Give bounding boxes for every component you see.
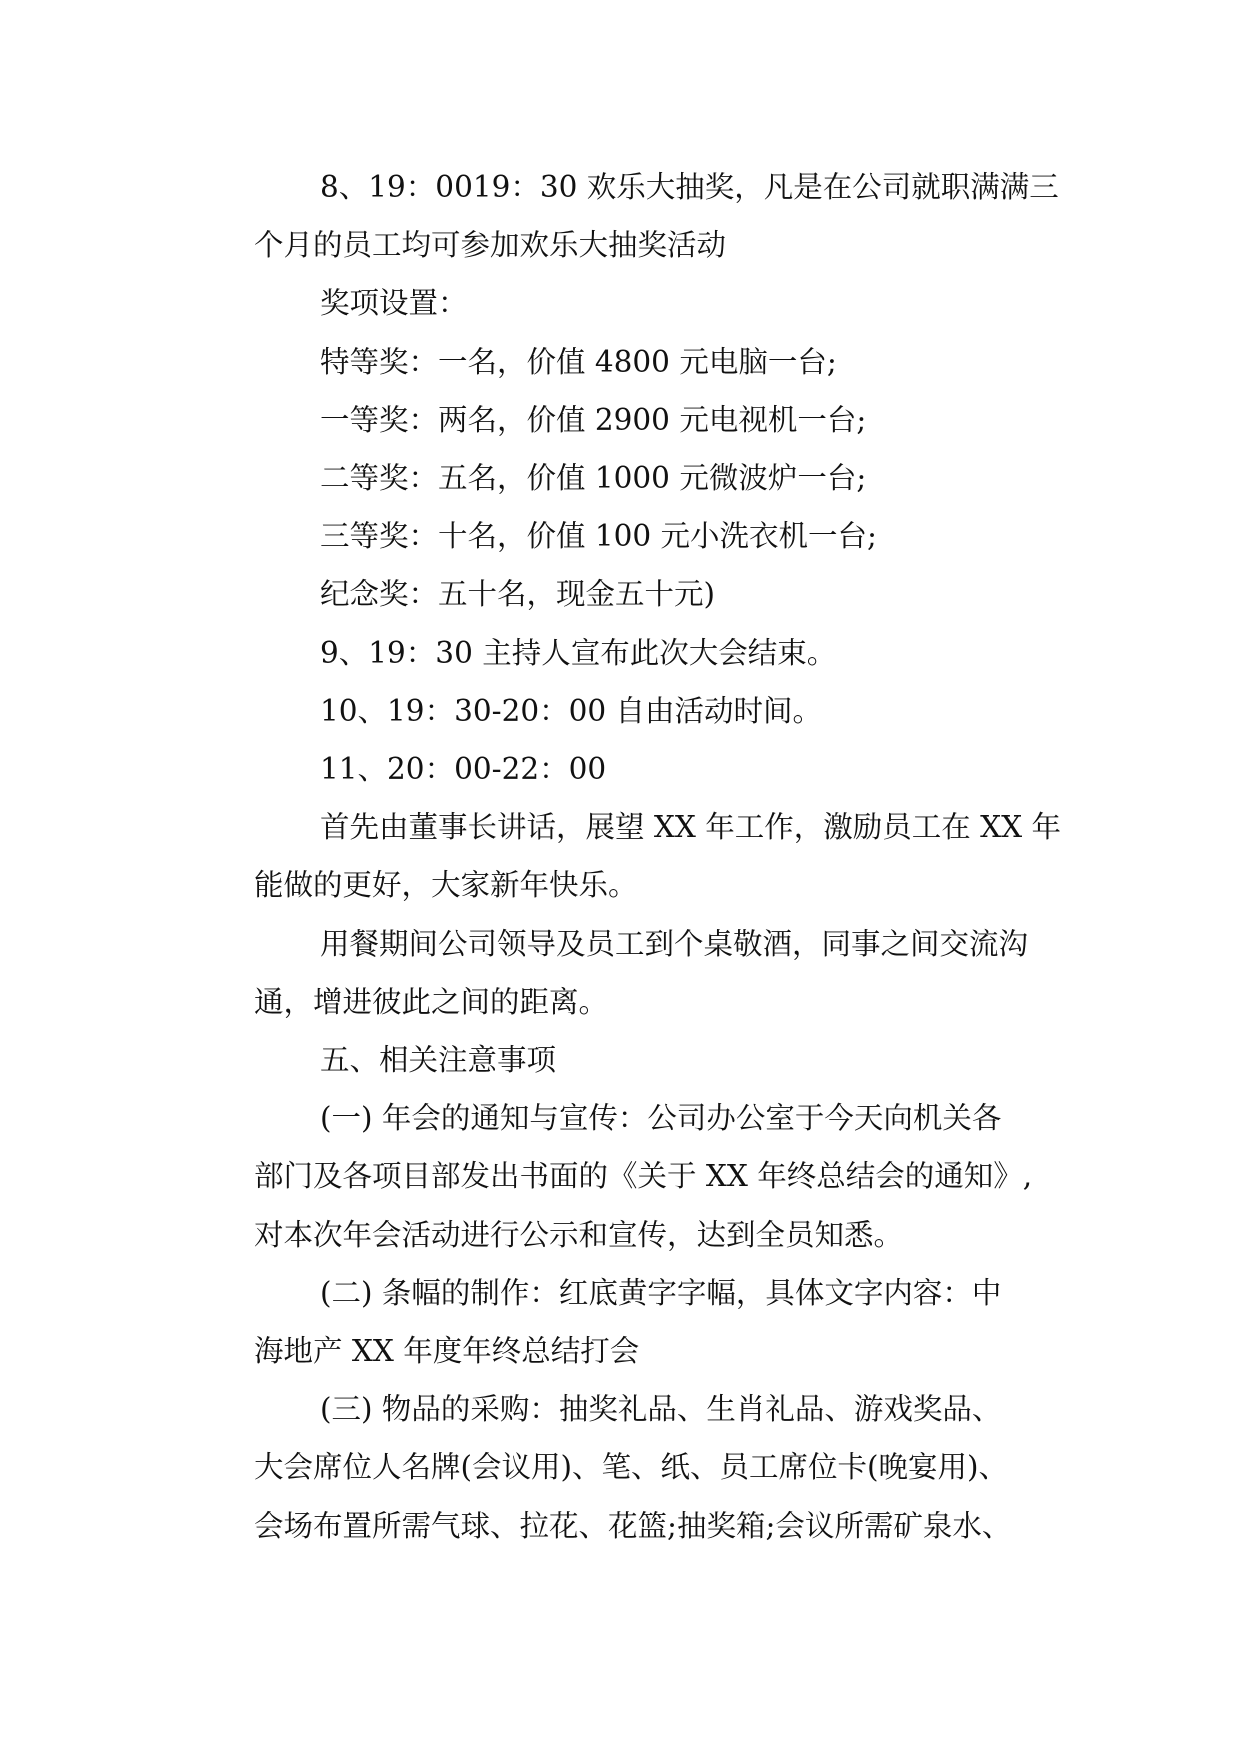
paragraph-souvenir-prize	[188, 565, 1060, 623]
paragraph-chairman-speech	[188, 798, 1060, 914]
text-line: 9、19：30 主持人宣布此次大会结束。	[320, 635, 837, 670]
text-line: 一等奖：两名，价值 2900 元电视机一台;	[320, 402, 867, 437]
paragraph-banner	[188, 1264, 1060, 1380]
text-line: 纪念奖：五十名，现金五十元)	[320, 577, 716, 612]
paragraph-grand-prize	[188, 333, 1060, 391]
text-line: 特等奖：一名，价值 4800 元电脑一台;	[320, 344, 837, 379]
text-line: 个月的员工均可参加欢乐大抽奖活动	[254, 228, 727, 263]
text-line: 8、19：0019：30 欢乐大抽奖，凡是在公司就职满满三	[320, 170, 1059, 204]
text-line: 11、20：00-22：00	[320, 752, 607, 787]
text-line: 大会席位人名牌(会议用)、笔、纸、员工席位卡(晚宴用)、	[254, 1450, 1009, 1485]
text-line: 对本次年会活动进行公示和宣传，达到全员知悉。	[254, 1217, 904, 1252]
paragraph-procurement	[188, 1380, 1060, 1555]
paragraph-item-10	[188, 682, 1060, 740]
text-line: 奖项设置：	[320, 286, 468, 321]
text-line: 10、19：30-20：00 自由活动时间。	[320, 693, 823, 728]
text-line: 能做的更好，大家新年快乐。	[254, 868, 638, 903]
text-line: 三等奖：十名，价值 100 元小洗衣机一台;	[320, 519, 877, 554]
text-line: 用餐期间公司领导及员工到个桌敬酒，同事之间交流沟	[320, 926, 1029, 961]
paragraph-third-prize	[188, 507, 1060, 565]
text-line: 海地产 XX 年度年终总结打会	[254, 1334, 640, 1369]
text-line: 会场布置所需气球、拉花、花篮;抽奖箱;会议所需矿泉水、	[254, 1508, 1012, 1543]
text-line: 首先由董事长讲话，展望 XX 年工作，激励员工在 XX 年	[320, 810, 1062, 845]
paragraph-notice	[188, 1089, 1060, 1264]
text-line: 二等奖：五名，价值 1000 元微波炉一台;	[320, 461, 867, 496]
text-line: (二) 条幅的制作：红底黄字字幅，具体文字内容：中	[320, 1275, 1002, 1310]
section-title: 五、相关注意事项	[320, 1043, 557, 1078]
paragraph-item-11	[188, 740, 1060, 798]
paragraph-second-prize	[188, 449, 1060, 507]
paragraph-lottery	[188, 158, 1060, 274]
paragraph-item-9	[188, 624, 1060, 682]
text-line: (一) 年会的通知与宣传：公司办公室于今天向机关各	[320, 1101, 1002, 1136]
text-line: (三) 物品的采购：抽奖礼品、生肖礼品、游戏奖品、	[320, 1392, 1002, 1427]
text-line: 部门及各项目部发出书面的《关于 XX 年终总结会的通知》,	[254, 1159, 1033, 1194]
paragraph-dinner-toast	[188, 915, 1060, 1031]
paragraph-prize-settings	[188, 274, 1060, 332]
text-line: 通，增进彼此之间的距离。	[254, 984, 609, 1019]
section-heading	[188, 1031, 1060, 1089]
document-body	[188, 158, 1060, 1555]
paragraph-first-prize	[188, 391, 1060, 449]
